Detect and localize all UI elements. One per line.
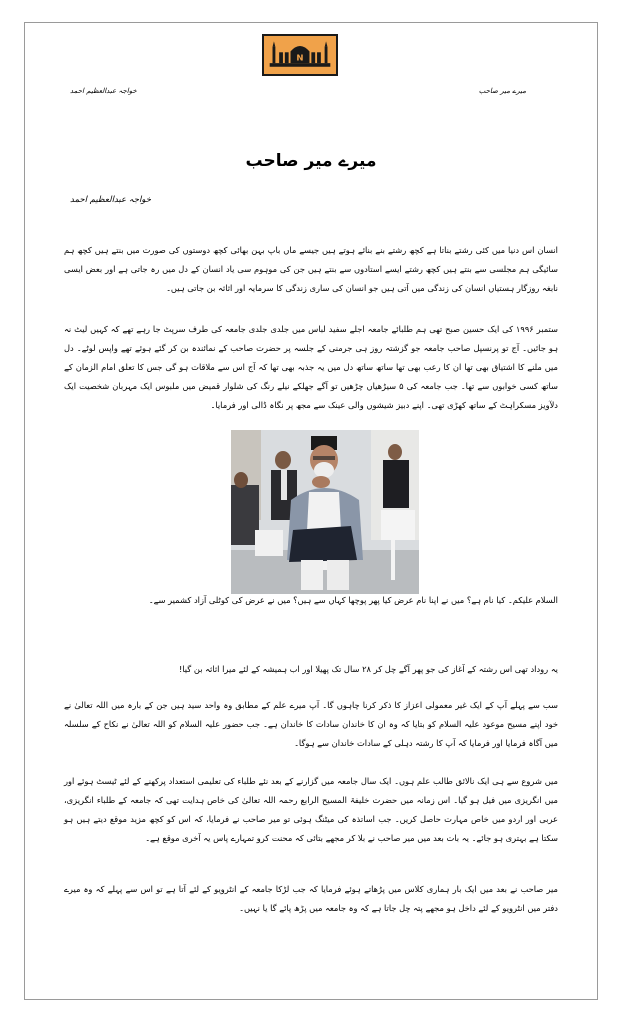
jamia-logo [262, 34, 338, 76]
paragraph-interview: میر صاحب نے بعد میں ایک بار ہماری کلاس میں پڑھاتے ہوئے فرمایا کہ جب لڑکا جامعہ کے انٹرویو کے لئے آتا ہے تو اس سے پہلے کہ وہ میرے دفتر میں انٹرویو کے لئے داخل ہو مجھے پتہ چل جاتا ہے کہ وہ جامعہ میں پڑھ پائے گا یا نہیں۔ [64, 884, 558, 913]
paragraph-intro: انسان اس دنیا میں کئی رشتے بناتا ہے کچھ رشتے بنے بنائے ہوتے ہیں جیسے ماں باپ بہن بھائی کچھ دوستوں کی صورت میں بنتے ہیں کچھ ہم سائیگی ہم مجلسی سے بنتے ہیں کچھ رشتے ایسے استادوں سے بنتے ہیں جن کی موہوم سی یاد انسان کے دل میں رہ جاتی ہے اور بعض ایسی نابغہ روزگار ہستیاں انسان کی زندگی میں آتی ہیں جو انسان کی ساری زندگی کا سرمایہ اور اثاثہ بن جاتی ہیں۔ [64, 245, 558, 293]
running-author: خواجہ عبدالعظیم احمد [70, 87, 137, 95]
paragraph-greeting: السلام علیکم۔ کیا نام ہے؟ میں نے اپنا نام عرض کیا پھر پوچھا کہاں سے ہیں؟ میں نے عرض کی کوٹلی آزاد کشمیر سے۔ [148, 595, 558, 605]
jamia-mosque-logo-icon [264, 36, 336, 74]
svg-text:N: N [296, 52, 304, 63]
paragraph-honor: سب سے پہلے آپ کے ایک غیر معمولی اعزاز کا ذکر کرنا چاہوں گا۔ آپ میرے علم کے مطابق وہ واحد سید ہیں جن کے بارہ میں اللہ تعالیٰ نے خود اپنے مسیح موعود علیہ السلام کو بتایا کہ وہ ان کا خاندان سادات کا خاندان ہے۔ جب حضور علیہ السلام کو اللہ تعالیٰ نے نکاح کے سلسلہ میں آگاہ فرمایا اور فرمایا کہ آپ کا رشتہ دہلی کے سادات خاندان سے ہوگا۔ [64, 700, 558, 748]
running-title: میرے میر صاحب [478, 87, 526, 95]
paragraph-student: میں شروع سے ہی ایک نالائق طالب علم ہوں۔ ایک سال جامعہ میں گزارنے کے بعد نئے طلباء کی تعلیمی استعداد پرکھنے کے لئے ٹیسٹ ہوئے اور میں انگریزی میں فیل ہو گیا۔ اس زمانہ میں حضرت خلیفۃ المسیح الرابع رحمہ اللہ تعالیٰ کی خاص ہدایت تھی کہ جامعہ کے طلباء انگریزی، عربی اور اردو میں خاص مہارت حاصل کریں۔ جب اساتذہ کی میٹنگ ہوئی تو میر صاحب نے فرمایا، کہ اس کو کچھ مزید موقع دیتے ہیں ہو سکتا ہے بہتری ہو جائے۔ یہ بات بعد میں میر صاحب نے بلا کر مجھے بتائی کہ محنت کرو تمہارے پاس یہ آخری موقع ہے۔ [64, 776, 558, 843]
portrait-photo [231, 430, 419, 594]
paragraph-relation-start: یہ روداد تھی اس رشتہ کے آغاز کی جو پھر آگے چل کر ۲۸ سال تک پھیلا اور اب ہمیشہ کے لئے میرا اثاثہ بن گیا! [178, 664, 558, 674]
article-author: خواجہ عبدالعظیم احمد [70, 195, 151, 205]
paragraph-first-meeting: ستمبر ۱۹۹۶ کی ایک حسین صبح تھی ہم طلبائے جامعہ اجلے سفید لباس میں جلدی جلدی جامعہ کی طرف سرپٹ جا رہے تھے کہ کہیں لیٹ نہ ہو جائیں۔ آج تو پرنسپل صاحب جامعہ جو گزشتہ روز ہی جرمنی کے جلسہ پر حضرت صاحب کے نمائندہ بن کر گئے ہوئے تھے واپس لوٹے۔ دل میں ملنے کا اشتیاق بھی تھا ان کا رعب بھی تھا ساتھ ساتھ دل میں یہ جذبہ بھی تھا کہ آج اس سے ملاقات ہو گی جس کا تعلق امام الزمان کے ساتھ کسی خوابوں سے تھا۔ جب جامعہ کی ۵ سیڑھیاں چڑھیں تو آگے جھلکے نیلے رنگ کی شلوار قمیض میں ملبوس ایک مہربان شخصیت ایک دلآویز مسکراہٹ کے ساتھ کھڑی تھی۔ اپنے دبیز شیشوں والی عینک سے مجھ پر نگاہ ڈالی اور فرمایا۔ [64, 324, 558, 410]
page-title: میرے میر صاحب [245, 151, 377, 171]
portrait-photo-icon [231, 430, 419, 594]
